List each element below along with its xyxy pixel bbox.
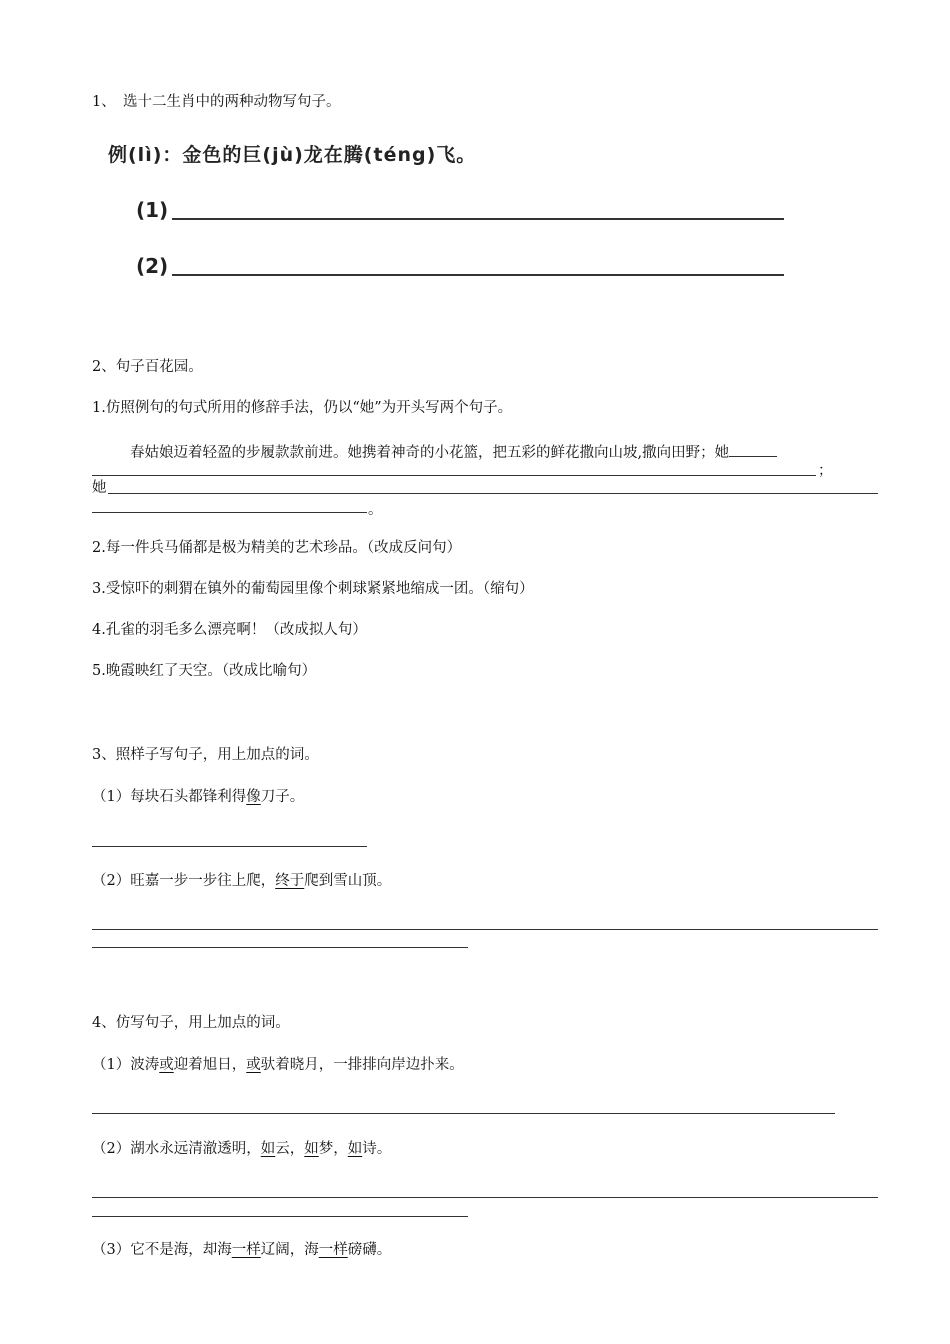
q3-answer-2a[interactable] (92, 929, 878, 930)
q4-title: 4、仿写句子，用上加点的词。 (92, 1015, 290, 1031)
q2-item-2: 2.每一件兵马俑都是极为精美的艺术珍品。（改成反问句） (92, 540, 462, 556)
q4-s1-c: 驮着晓月，一排排向岸边扑来。 (260, 1057, 464, 1073)
q4-s2-keyword-3: 如 (347, 1141, 363, 1157)
q4-s1-b: 迎着旭日， (173, 1057, 247, 1073)
blank-2-label: (2) (136, 254, 169, 278)
q2-sentence-text: 春姑娘迈着轻盈的步履款款前进。她携着神奇的小花篮，把五彩的鲜花撒向山坡,撒向田野；她 (130, 445, 730, 461)
q4-s2-d: 诗。 (362, 1141, 392, 1157)
q2-she: 她 (92, 480, 107, 496)
q2-blank-d[interactable] (92, 512, 367, 513)
q2-item-4: 4.孔雀的羽毛多么漂亮啊！（改成拟人句） (92, 622, 367, 638)
q4-answer-2b[interactable] (92, 1216, 468, 1217)
q2-blank-b[interactable] (92, 475, 816, 476)
q3-title: 3、照样子写句子，用上加点的词。 (92, 747, 319, 763)
q4-s3-keyword-2: 一样 (318, 1242, 348, 1258)
q4-sentence-2 (92, 1139, 391, 1159)
q3-s2-keyword: 终于 (275, 873, 305, 889)
q3-s1-post: 刀子。 (260, 789, 305, 805)
q4-answer-2a[interactable] (92, 1197, 878, 1198)
q4-sentence-3 (92, 1240, 391, 1260)
q2-title: 2、句子百花园。 (92, 359, 203, 375)
q4-answer-1[interactable] (92, 1113, 835, 1114)
blank-1-label: (1) (136, 198, 169, 222)
q4-s2-c: 梦， (318, 1141, 348, 1157)
q4-s2-b: 云， (275, 1141, 305, 1157)
q4-s3-keyword-1: 一样 (231, 1242, 261, 1258)
q1-title: 1、 选十二生肖中的两种动物写句子。 (92, 94, 341, 110)
blank-1-line[interactable] (172, 218, 784, 220)
q4-s2-keyword-2: 如 (304, 1141, 319, 1157)
q4-s3-c: 磅礴。 (347, 1242, 392, 1258)
q3-answer-1[interactable] (92, 846, 367, 847)
q4-s1-keyword-2: 或 (246, 1057, 261, 1073)
example-sentence: 例(lì)：金色的巨(jù)龙在腾(téng)飞。 (108, 144, 477, 166)
q3-s2-pre: （2）旺嘉一步一步往上爬， (92, 873, 276, 889)
q4-s3-b: 辽阔，海 (260, 1242, 319, 1258)
q2-item-3: 3.受惊吓的刺猬在镇外的葡萄园里像个刺球紧紧地缩成一团。（缩句） (92, 581, 534, 597)
q2-blank-a[interactable] (729, 440, 777, 457)
q4-s1-keyword-1: 或 (159, 1057, 174, 1073)
q2-blank-c[interactable] (108, 493, 878, 494)
q2-semicolon: ； (818, 463, 833, 479)
q3-answer-2b[interactable] (92, 947, 468, 948)
q2-period: 。 (368, 502, 383, 518)
q4-s3-a: （3）它不是海，却海 (92, 1242, 232, 1258)
q3-sentence-2 (92, 871, 391, 891)
q3-s1-pre: （1）每块石头都锋利得 (92, 789, 247, 805)
q2-item-1: 1.仿照例句的句式所用的修辞手法，仍以“她”为开头写两个句子。 (92, 400, 513, 416)
q4-s1-a: （1）波涛 (92, 1057, 160, 1073)
q4-sentence-1 (92, 1055, 464, 1075)
q4-s2-a: （2）湖水永远清澈透明， (92, 1141, 261, 1157)
blank-2-line[interactable] (172, 274, 784, 276)
q3-sentence-1 (92, 787, 304, 807)
q3-s1-keyword: 像 (246, 789, 261, 805)
q2-item-5: 5.晚霞映红了天空。（改成比喻句） (92, 663, 317, 679)
example-image (108, 128, 808, 288)
q3-s2-post: 爬到雪山顶。 (304, 873, 392, 889)
q4-s2-keyword-1: 如 (260, 1141, 276, 1157)
q2-sentence (130, 440, 777, 463)
